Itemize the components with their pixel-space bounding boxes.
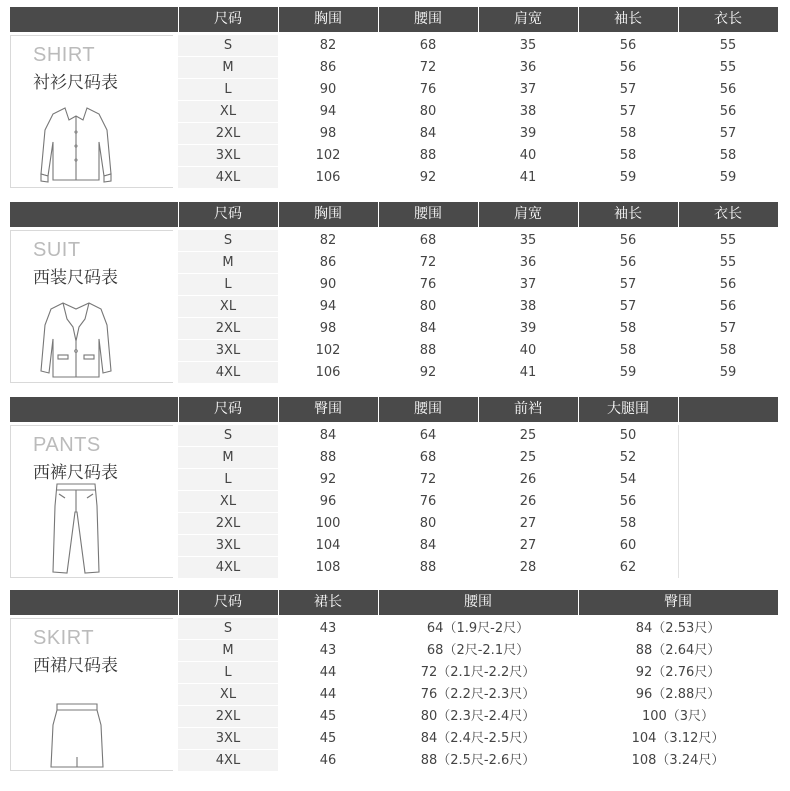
col-header-shoulder: 肩宽 [514, 206, 542, 222]
table-cell: 86 [319, 60, 337, 75]
size-cell: XL [219, 494, 237, 509]
table-cell: 80 [419, 299, 437, 314]
table-cell: 92（2.76尺） [635, 665, 721, 680]
table-cell: 88 [419, 343, 437, 358]
table-cell: 41 [519, 365, 537, 380]
table-cell [678, 469, 778, 490]
col-header-shoulder: 肩宽 [514, 11, 542, 27]
table-cell: 40 [519, 343, 537, 358]
size-cell: L [224, 277, 232, 292]
table-cell: 36 [519, 255, 537, 270]
suit-label-panel [10, 230, 173, 383]
table-cell: 88 [319, 450, 337, 465]
table-cell: 88（2.64尺） [635, 643, 721, 658]
table-cell: 45 [319, 709, 337, 724]
table-row [178, 167, 778, 188]
col-header-empty [678, 397, 778, 422]
suit-size-table [10, 202, 778, 383]
table-cell: 96（2.88尺） [635, 687, 721, 702]
suit-label-en: SUIT [33, 239, 81, 261]
size-cell: 2XL [215, 709, 241, 724]
table-cell: 104（3.12尺） [631, 731, 725, 746]
pants-icon [49, 482, 103, 576]
col-header-size: 尺码 [214, 594, 242, 610]
table-cell: 60 [619, 538, 637, 553]
table-cell: 106 [315, 365, 341, 380]
table-cell: 59 [619, 365, 637, 380]
table-cell: 86 [319, 255, 337, 270]
table-cell: 98 [319, 126, 337, 141]
size-cell: S [223, 38, 233, 53]
table-row [178, 296, 778, 317]
table-cell: 25 [519, 428, 537, 443]
size-cell: 2XL [215, 321, 241, 336]
size-cell: XL [219, 687, 237, 702]
table-cell: 55 [719, 60, 737, 75]
col-header-waist: 腰围 [464, 594, 492, 610]
table-cell: 58 [719, 148, 737, 163]
size-cell: L [224, 472, 232, 487]
table-cell: 94 [319, 299, 337, 314]
shirt-label-en: SHIRT [33, 44, 96, 66]
table-cell: 104 [315, 538, 341, 553]
table-cell: 35 [519, 233, 537, 248]
table-cell: 84 [319, 428, 337, 443]
suit-label-cn: 西装尺码表 [33, 268, 118, 288]
table-cell: 84（2.4尺-2.5尺） [420, 731, 536, 746]
col-header-sleeve: 袖长 [614, 206, 642, 222]
shirt-size-table [10, 7, 778, 188]
table-row [178, 318, 778, 339]
table-cell: 80 [419, 516, 437, 531]
table-cell: 35 [519, 38, 537, 53]
skirt-label-panel [10, 618, 173, 771]
table-cell: 100（3尺） [641, 709, 715, 724]
size-cell: 4XL [215, 365, 241, 380]
table-cell: 39 [519, 126, 537, 141]
table-row [178, 274, 778, 295]
table-cell: 90 [319, 82, 337, 97]
table-cell: 57 [719, 321, 737, 336]
table-cell: 76 [419, 494, 437, 509]
size-cell: M [222, 450, 234, 465]
table-cell: 98 [319, 321, 337, 336]
pants-label-cn: 西裤尺码表 [33, 463, 118, 483]
table-row [178, 362, 778, 383]
table-cell: 50 [619, 428, 637, 443]
table-cell: 102 [315, 148, 341, 163]
col-header-chest: 胸围 [314, 11, 342, 27]
skirt-table-body [178, 618, 778, 771]
table-row [178, 750, 778, 771]
table-cell: 108（3.24尺） [631, 753, 725, 768]
table-cell: 84 [419, 321, 437, 336]
table-cell: 58 [619, 126, 637, 141]
size-cell: 3XL [215, 731, 241, 746]
table-cell [678, 491, 778, 512]
table-cell [678, 535, 778, 556]
size-cell: 4XL [215, 753, 241, 768]
table-cell: 57 [619, 82, 637, 97]
table-row [178, 101, 778, 122]
skirt-size-table [10, 590, 778, 771]
table-row [178, 425, 778, 446]
table-cell: 44 [319, 687, 337, 702]
table-cell: 62 [619, 560, 637, 575]
suit-jacket-icon [39, 297, 113, 381]
skirt-icon [45, 701, 109, 771]
table-cell: 58 [719, 343, 737, 358]
column-divider [678, 425, 679, 578]
table-cell: 26 [519, 472, 537, 487]
size-cell: M [222, 255, 234, 270]
table-cell: 68 [419, 450, 437, 465]
table-cell: 38 [519, 104, 537, 119]
table-row [178, 340, 778, 361]
table-cell: 57 [619, 277, 637, 292]
table-cell: 59 [719, 365, 737, 380]
table-row [178, 662, 778, 683]
table-cell [678, 513, 778, 534]
col-header-size: 尺码 [214, 401, 242, 417]
table-cell: 88（2.5尺-2.6尺） [420, 753, 536, 768]
col-header-waist: 腰围 [414, 11, 442, 27]
col-header-front-rise: 前裆 [514, 401, 542, 417]
col-header-waist: 腰围 [414, 401, 442, 417]
table-cell: 57 [619, 299, 637, 314]
table-row [178, 618, 778, 639]
shirt-icon [39, 102, 113, 186]
table-cell: 92 [419, 170, 437, 185]
table-cell: 84（2.53尺） [635, 621, 721, 636]
table-cell: 56 [619, 494, 637, 509]
table-cell: 84 [419, 126, 437, 141]
table-row [178, 684, 778, 705]
skirt-label-cn: 西裙尺码表 [33, 656, 118, 676]
table-cell: 68 [419, 38, 437, 53]
pants-label-panel [10, 425, 173, 578]
table-row [178, 491, 778, 512]
table-cell: 46 [319, 753, 337, 768]
table-cell: 54 [619, 472, 637, 487]
table-row [178, 145, 778, 166]
col-header-thigh: 大腿围 [607, 401, 649, 417]
col-header-sleeve: 袖长 [614, 11, 642, 27]
shirt-table-body [178, 35, 778, 188]
table-cell: 59 [619, 170, 637, 185]
table-cell: 56 [719, 277, 737, 292]
table-cell: 82 [319, 233, 337, 248]
table-cell: 43 [319, 643, 337, 658]
table-cell: 58 [619, 321, 637, 336]
table-row [178, 535, 778, 556]
table-cell: 55 [719, 233, 737, 248]
table-cell: 39 [519, 321, 537, 336]
col-header-size: 尺码 [214, 206, 242, 222]
pants-label-en: PANTS [33, 434, 101, 456]
size-cell: L [224, 665, 232, 680]
table-cell: 25 [519, 450, 537, 465]
table-cell: 92 [419, 365, 437, 380]
table-cell: 84 [419, 538, 437, 553]
table-cell: 80 [419, 104, 437, 119]
table-row [178, 513, 778, 534]
table-cell: 56 [619, 60, 637, 75]
table-cell: 43 [319, 621, 337, 636]
size-cell: L [224, 82, 232, 97]
table-row [178, 57, 778, 78]
col-header-waist: 腰围 [414, 206, 442, 222]
table-cell: 55 [719, 38, 737, 53]
table-cell: 28 [519, 560, 537, 575]
table-cell: 56 [719, 82, 737, 97]
table-cell: 37 [519, 277, 537, 292]
table-cell: 88 [419, 148, 437, 163]
col-header-length: 衣长 [714, 11, 742, 27]
shirt-label-cn: 衬衫尺码表 [33, 73, 118, 93]
table-row [178, 728, 778, 749]
size-cell: 3XL [215, 148, 241, 163]
table-cell: 59 [719, 170, 737, 185]
table-cell: 56 [719, 299, 737, 314]
table-cell: 56 [719, 104, 737, 119]
size-cell: 4XL [215, 170, 241, 185]
table-cell: 58 [619, 516, 637, 531]
table-cell: 92 [319, 472, 337, 487]
size-cell: 3XL [215, 343, 241, 358]
size-cell: XL [219, 104, 237, 119]
table-cell: 72 [419, 472, 437, 487]
size-cell: 3XL [215, 538, 241, 553]
table-cell: 45 [319, 731, 337, 746]
table-cell: 41 [519, 170, 537, 185]
table-cell: 88 [419, 560, 437, 575]
table-cell: 72 [419, 60, 437, 75]
table-cell [678, 425, 778, 446]
col-header-hip: 臀围 [314, 401, 342, 417]
table-cell: 56 [619, 38, 637, 53]
table-cell: 102 [315, 343, 341, 358]
table-cell: 44 [319, 665, 337, 680]
table-cell: 82 [319, 38, 337, 53]
size-cell: S [223, 233, 233, 248]
pants-table-header [10, 397, 778, 422]
table-row [178, 469, 778, 490]
table-cell: 56 [619, 255, 637, 270]
table-row [178, 35, 778, 56]
table-cell: 40 [519, 148, 537, 163]
table-cell: 56 [619, 233, 637, 248]
table-row [178, 79, 778, 100]
size-cell: M [222, 643, 234, 658]
table-cell: 68 [419, 233, 437, 248]
table-cell: 94 [319, 104, 337, 119]
size-cell: 4XL [215, 560, 241, 575]
size-cell: 2XL [215, 516, 241, 531]
table-row [178, 123, 778, 144]
table-row [178, 706, 778, 727]
table-row [178, 230, 778, 251]
table-cell: 58 [619, 148, 637, 163]
shirt-label-panel [10, 35, 173, 188]
skirt-table-header [10, 590, 778, 615]
table-cell: 27 [519, 516, 537, 531]
table-row [178, 640, 778, 661]
table-cell: 57 [719, 126, 737, 141]
table-cell: 76 [419, 277, 437, 292]
size-cell: XL [219, 299, 237, 314]
table-cell: 58 [619, 343, 637, 358]
table-cell: 90 [319, 277, 337, 292]
table-cell: 106 [315, 170, 341, 185]
table-cell: 38 [519, 299, 537, 314]
col-header-hip: 臀围 [664, 594, 692, 610]
size-cell: S [223, 428, 233, 443]
col-header-size: 尺码 [214, 11, 242, 27]
table-cell: 27 [519, 538, 537, 553]
table-cell: 80（2.3尺-2.4尺） [420, 709, 536, 724]
size-cell: M [222, 60, 234, 75]
table-cell: 72（2.1尺-2.2尺） [420, 665, 536, 680]
suit-table-header [10, 202, 778, 227]
shirt-table-header [10, 7, 778, 32]
table-cell [678, 447, 778, 468]
table-row [178, 252, 778, 273]
col-header-length: 衣长 [714, 206, 742, 222]
table-row [178, 447, 778, 468]
table-cell: 26 [519, 494, 537, 509]
pants-size-table [10, 397, 778, 578]
skirt-label-en: SKIRT [33, 627, 95, 649]
col-header-chest: 胸围 [314, 206, 342, 222]
table-cell: 100 [315, 516, 341, 531]
table-cell: 76（2.2尺-2.3尺） [420, 687, 536, 702]
table-row [178, 557, 778, 578]
table-cell: 108 [315, 560, 341, 575]
table-cell: 64（1.9尺-2尺） [426, 621, 530, 636]
size-cell: S [223, 621, 233, 636]
table-cell: 52 [619, 450, 637, 465]
table-cell: 72 [419, 255, 437, 270]
table-cell: 96 [319, 494, 337, 509]
table-cell: 37 [519, 82, 537, 97]
table-cell: 55 [719, 255, 737, 270]
table-cell [678, 557, 778, 578]
pants-table-body [178, 425, 778, 578]
table-cell: 68（2尺-2.1尺） [426, 643, 530, 658]
table-cell: 36 [519, 60, 537, 75]
size-cell: 2XL [215, 126, 241, 141]
col-header-skirt-length: 裙长 [314, 594, 342, 610]
suit-table-body [178, 230, 778, 383]
table-cell: 76 [419, 82, 437, 97]
table-cell: 57 [619, 104, 637, 119]
table-cell: 64 [419, 428, 437, 443]
